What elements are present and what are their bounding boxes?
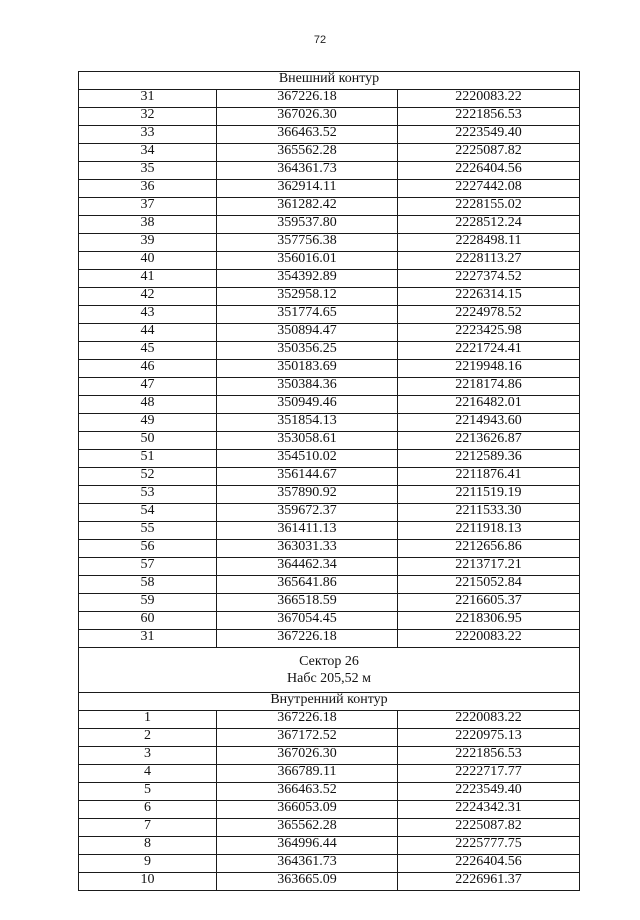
sector-title: Сектор 26: [299, 654, 359, 669]
x-coordinate-cell: 365641.86: [217, 576, 398, 594]
point-number-cell: 3: [79, 747, 217, 765]
x-coordinate-cell: 365562.28: [217, 144, 398, 162]
point-number-cell: 35: [79, 162, 217, 180]
point-number-cell: 39: [79, 234, 217, 252]
table-row: [79, 711, 580, 729]
y-coordinate-cell: 2228155.02: [398, 198, 580, 216]
y-coordinate-cell: 2225087.82: [398, 819, 580, 837]
y-coordinate-cell: 2226314.15: [398, 288, 580, 306]
y-coordinate-cell: 2220083.22: [398, 711, 580, 729]
y-coordinate-cell: 2228113.27: [398, 252, 580, 270]
point-number-cell: 38: [79, 216, 217, 234]
x-coordinate-cell: 366053.09: [217, 801, 398, 819]
y-coordinate-cell: 2211918.13: [398, 522, 580, 540]
point-number-cell: 10: [79, 873, 217, 891]
x-coordinate-cell: 357890.92: [217, 486, 398, 504]
x-coordinate-cell: 359537.80: [217, 216, 398, 234]
x-coordinate-cell: 361282.42: [217, 198, 398, 216]
y-coordinate-cell: 2225087.82: [398, 144, 580, 162]
y-coordinate-cell: 2218174.86: [398, 378, 580, 396]
point-number-cell: 52: [79, 468, 217, 486]
point-number-cell: 47: [79, 378, 217, 396]
point-number-cell: 51: [79, 450, 217, 468]
table-row: [79, 180, 580, 198]
table-row: [79, 801, 580, 819]
y-coordinate-cell: 2213626.87: [398, 432, 580, 450]
point-number-cell: 50: [79, 432, 217, 450]
y-coordinate-cell: 2221856.53: [398, 747, 580, 765]
point-number-cell: 57: [79, 558, 217, 576]
y-coordinate-cell: 2224342.31: [398, 801, 580, 819]
x-coordinate-cell: 353058.61: [217, 432, 398, 450]
point-number-cell: 41: [79, 270, 217, 288]
x-coordinate-cell: 367026.30: [217, 747, 398, 765]
y-coordinate-cell: 2216605.37: [398, 594, 580, 612]
point-number-cell: 49: [79, 414, 217, 432]
table-row: [79, 432, 580, 450]
y-coordinate-cell: 2213717.21: [398, 558, 580, 576]
x-coordinate-cell: 367054.45: [217, 612, 398, 630]
point-number-cell: 5: [79, 783, 217, 801]
y-coordinate-cell: 2223549.40: [398, 126, 580, 144]
point-number-cell: 37: [79, 198, 217, 216]
x-coordinate-cell: 365562.28: [217, 819, 398, 837]
section-header-row: [79, 72, 580, 90]
x-coordinate-cell: 350949.46: [217, 396, 398, 414]
point-number-cell: 6: [79, 801, 217, 819]
x-coordinate-cell: 363665.09: [217, 873, 398, 891]
table-row: [79, 288, 580, 306]
table-row: [79, 594, 580, 612]
point-number-cell: 31: [79, 630, 217, 648]
point-number-cell: 7: [79, 819, 217, 837]
table-row: [79, 729, 580, 747]
y-coordinate-cell: 2228498.11: [398, 234, 580, 252]
y-coordinate-cell: 2223549.40: [398, 783, 580, 801]
point-number-cell: 55: [79, 522, 217, 540]
y-coordinate-cell: 2215052.84: [398, 576, 580, 594]
x-coordinate-cell: 364996.44: [217, 837, 398, 855]
x-coordinate-cell: 350356.25: [217, 342, 398, 360]
table-row: [79, 873, 580, 891]
table-row: [79, 342, 580, 360]
section-header-row: [79, 693, 580, 711]
y-coordinate-cell: 2211533.30: [398, 504, 580, 522]
point-number-cell: 4: [79, 765, 217, 783]
point-number-cell: 45: [79, 342, 217, 360]
sector-header: [79, 648, 580, 693]
table-row: [79, 504, 580, 522]
x-coordinate-cell: 364462.34: [217, 558, 398, 576]
y-coordinate-cell: 2218306.95: [398, 612, 580, 630]
x-coordinate-cell: 367226.18: [217, 711, 398, 729]
point-number-cell: 9: [79, 855, 217, 873]
table-row: [79, 468, 580, 486]
y-coordinate-cell: 2223425.98: [398, 324, 580, 342]
y-coordinate-cell: 2228512.24: [398, 216, 580, 234]
point-number-cell: 32: [79, 108, 217, 126]
x-coordinate-cell: 356016.01: [217, 252, 398, 270]
table-row: [79, 324, 580, 342]
x-coordinate-cell: 361411.13: [217, 522, 398, 540]
table-row: [79, 630, 580, 648]
x-coordinate-cell: 350384.36: [217, 378, 398, 396]
y-coordinate-cell: 2219948.16: [398, 360, 580, 378]
point-number-cell: 59: [79, 594, 217, 612]
y-coordinate-cell: 2221724.41: [398, 342, 580, 360]
table-row: [79, 765, 580, 783]
x-coordinate-cell: 350894.47: [217, 324, 398, 342]
sector-elevation: Набс 205,52 м: [287, 671, 372, 686]
y-coordinate-cell: 2227442.08: [398, 180, 580, 198]
table-row: [79, 837, 580, 855]
inner-contour-header: Внутренний контур: [79, 693, 580, 711]
x-coordinate-cell: 367026.30: [217, 108, 398, 126]
y-coordinate-cell: 2222717.77: [398, 765, 580, 783]
x-coordinate-cell: 366463.52: [217, 126, 398, 144]
y-coordinate-cell: 2226404.56: [398, 855, 580, 873]
point-number-cell: 2: [79, 729, 217, 747]
x-coordinate-cell: 352958.12: [217, 288, 398, 306]
y-coordinate-cell: 2211876.41: [398, 468, 580, 486]
table-row: [79, 540, 580, 558]
x-coordinate-cell: 354392.89: [217, 270, 398, 288]
x-coordinate-cell: 366789.11: [217, 765, 398, 783]
x-coordinate-cell: 367226.18: [217, 90, 398, 108]
point-number-cell: 33: [79, 126, 217, 144]
table-row: [79, 558, 580, 576]
point-number-cell: 58: [79, 576, 217, 594]
y-coordinate-cell: 2212656.86: [398, 540, 580, 558]
x-coordinate-cell: 350183.69: [217, 360, 398, 378]
x-coordinate-cell: 359672.37: [217, 504, 398, 522]
table-row: [79, 234, 580, 252]
x-coordinate-cell: 364361.73: [217, 855, 398, 873]
y-coordinate-cell: 2214943.60: [398, 414, 580, 432]
y-coordinate-cell: 2225777.75: [398, 837, 580, 855]
table-row: [79, 576, 580, 594]
point-number-cell: 1: [79, 711, 217, 729]
point-number-cell: 60: [79, 612, 217, 630]
x-coordinate-cell: 356144.67: [217, 468, 398, 486]
y-coordinate-cell: 2224978.52: [398, 306, 580, 324]
point-number-cell: 46: [79, 360, 217, 378]
x-coordinate-cell: 366518.59: [217, 594, 398, 612]
y-coordinate-cell: 2212589.36: [398, 450, 580, 468]
point-number-cell: 8: [79, 837, 217, 855]
y-coordinate-cell: 2226961.37: [398, 873, 580, 891]
point-number-cell: 48: [79, 396, 217, 414]
x-coordinate-cell: 351774.65: [217, 306, 398, 324]
x-coordinate-cell: 363031.33: [217, 540, 398, 558]
table-row: [79, 252, 580, 270]
y-coordinate-cell: 2220083.22: [398, 630, 580, 648]
x-coordinate-cell: 351854.13: [217, 414, 398, 432]
point-number-cell: 36: [79, 180, 217, 198]
x-coordinate-cell: 367172.52: [217, 729, 398, 747]
table-row: [79, 612, 580, 630]
point-number-cell: 56: [79, 540, 217, 558]
point-number-cell: 31: [79, 90, 217, 108]
point-number-cell: 53: [79, 486, 217, 504]
x-coordinate-cell: 364361.73: [217, 162, 398, 180]
table-row: [79, 783, 580, 801]
table-row: [79, 162, 580, 180]
table-row: [79, 198, 580, 216]
point-number-cell: 40: [79, 252, 217, 270]
table-row: [79, 270, 580, 288]
table-row: [79, 108, 580, 126]
y-coordinate-cell: 2221856.53: [398, 108, 580, 126]
y-coordinate-cell: 2216482.01: [398, 396, 580, 414]
table-row: [79, 306, 580, 324]
table-row: [79, 414, 580, 432]
point-number-cell: 42: [79, 288, 217, 306]
table-row: [79, 747, 580, 765]
y-coordinate-cell: 2226404.56: [398, 162, 580, 180]
table-row: [79, 144, 580, 162]
y-coordinate-cell: 2227374.52: [398, 270, 580, 288]
y-coordinate-cell: 2220083.22: [398, 90, 580, 108]
outer-contour-header: Внешний контур: [79, 72, 580, 90]
table-row: [79, 126, 580, 144]
point-number-cell: 43: [79, 306, 217, 324]
table-row: [79, 450, 580, 468]
x-coordinate-cell: 362914.11: [217, 180, 398, 198]
y-coordinate-cell: 2220975.13: [398, 729, 580, 747]
x-coordinate-cell: 366463.52: [217, 783, 398, 801]
table-row: [79, 378, 580, 396]
table-row: [79, 216, 580, 234]
table-row: [79, 360, 580, 378]
x-coordinate-cell: 357756.38: [217, 234, 398, 252]
table-row: [79, 486, 580, 504]
y-coordinate-cell: 2211519.19: [398, 486, 580, 504]
coordinates-table: [78, 71, 580, 891]
point-number-cell: 44: [79, 324, 217, 342]
table-row: [79, 855, 580, 873]
x-coordinate-cell: 354510.02: [217, 450, 398, 468]
table-row: [79, 819, 580, 837]
table-row: [79, 396, 580, 414]
point-number-cell: 54: [79, 504, 217, 522]
sector-header-row: [79, 648, 580, 693]
table-row: [79, 522, 580, 540]
point-number-cell: 34: [79, 144, 217, 162]
x-coordinate-cell: 367226.18: [217, 630, 398, 648]
table-row: [79, 90, 580, 108]
page-number: 72: [313, 34, 327, 46]
